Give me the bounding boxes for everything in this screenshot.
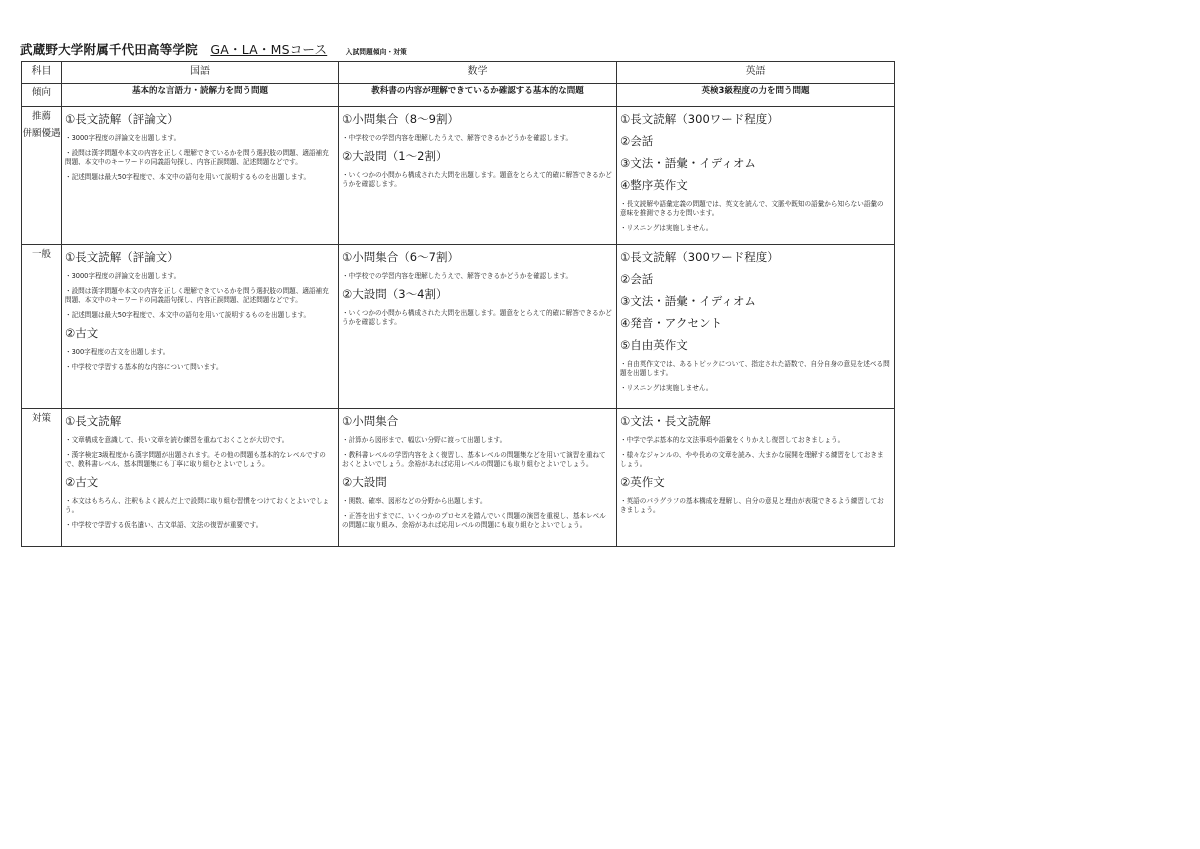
header-japanese: 国語 xyxy=(62,62,339,84)
bullet-text: ・いくつかの小問から構成された大問を出題します。題意をとらえて的確に解答できるかどうかを確認します。 xyxy=(342,171,612,188)
question-heading: ④整序英作文 xyxy=(620,178,688,192)
bullet-text: ・リスニングは実施しません。 xyxy=(620,384,713,392)
math-cell xyxy=(339,245,617,409)
section-label xyxy=(22,107,62,245)
bullet-text: ・中学で学ぶ基本的な文法事項や語彙をくりかえし復習しておきましょう。 xyxy=(620,436,845,444)
section-label xyxy=(22,245,62,409)
question-heading: ②古文 xyxy=(65,475,99,489)
bullet-text: ・中学校で学習する基本的な内容について問います。 xyxy=(65,363,223,371)
bullet-text: ・文章構成を意識して、長い文章を読む練習を重ねておくことが大切です。 xyxy=(65,436,289,444)
exam-trend-table xyxy=(21,61,895,547)
trend-label: 傾向 xyxy=(22,84,62,107)
japanese-cell xyxy=(62,245,339,409)
section-row-recommendation xyxy=(22,107,895,245)
english-cell xyxy=(617,107,895,245)
header-row xyxy=(22,62,895,84)
bullet-text: ・記述問題は最大50字程度で、本文中の語句を用いて説明するものを出題します。 xyxy=(65,173,311,181)
document-topic: 入試問題傾向・対策 xyxy=(345,48,407,56)
question-heading: ②会話 xyxy=(620,272,654,286)
question-heading: ①小問集合 xyxy=(342,414,399,428)
bullet-text: ・設問は漢字問題や本文の内容を正しく理解できているかを問う選択肢の問題、適語補充問題、本文中のキーワードの同義語句探し、内容正誤問題、記述問題などです。 xyxy=(65,149,329,166)
english-cell xyxy=(617,245,895,409)
section-label xyxy=(22,409,62,547)
section-row-strategy xyxy=(22,409,895,547)
school-name: 武蔵野大学附属千代田高等学院 xyxy=(20,42,198,57)
question-heading: ①長文読解（300ワード程度） xyxy=(620,112,779,126)
question-heading: ①小問集合（6～7割） xyxy=(342,250,459,264)
question-heading: ④発音・アクセント xyxy=(620,316,722,330)
section-row-general xyxy=(22,245,895,409)
header-english: 英語 xyxy=(617,62,895,84)
question-heading: ①長文読解（300ワード程度） xyxy=(620,250,779,264)
bullet-text: ・自由英作文では、あるトピックについて、指定された語数で、自分自身の意見を述べる問題を出題します。 xyxy=(620,360,890,377)
trend-japanese: 基本的な言語力・読解力を問う問題 xyxy=(62,84,339,107)
bullet-text: ・英語のパラグラフの基本構成を理解し、自分の意見と理由が表現できるよう練習しておきましょう。 xyxy=(620,497,884,514)
japanese-cell xyxy=(62,107,339,245)
math-cell xyxy=(339,409,617,547)
bullet-text: ・300字程度の古文を出題します。 xyxy=(65,348,170,356)
english-cell xyxy=(617,409,895,547)
bullet-text: ・漢字検定3級程度から漢字問題が出題されます。その他の問題も基本的なレベルですので、教科書レベル、基本問題集にも丁寧に取り組むとよいでしょう。 xyxy=(65,451,326,468)
math-cell xyxy=(339,107,617,245)
question-heading: ②英作文 xyxy=(620,475,665,489)
question-heading: ③文法・語彙・イディオム xyxy=(620,294,756,308)
section-label-line: 一般 xyxy=(31,249,51,260)
bullet-text: ・中学校での学習内容を理解したうえで、解答できるかどうかを確認します。 xyxy=(342,134,573,142)
bullet-text: ・本文はもちろん、注釈もよく読んだ上で設問に取り組む習慣をつけておくとよいでしょう。 xyxy=(65,497,330,514)
bullet-text: ・計算から図形まで、幅広い分野に渡って出題します。 xyxy=(342,436,507,444)
section-label-line: 併願優遇 xyxy=(22,128,61,139)
document-title xyxy=(20,40,407,58)
bullet-text: ・記述問題は最大50字程度で、本文中の語句を用いて説明するものを出題します。 xyxy=(65,311,311,319)
question-heading: ②大設問（3～4割） xyxy=(342,287,448,301)
trend-english: 英検3級程度の力を問う問題 xyxy=(617,84,895,107)
question-heading: ②大設問 xyxy=(342,475,387,489)
bullet-text: ・中学校で学習する仮名遣い、古文単語、文法の復習が重要です。 xyxy=(65,521,263,529)
section-label-line: 推薦 xyxy=(31,111,51,122)
section-label-line: 対策 xyxy=(31,413,51,424)
trend-math: 教科書の内容が理解できているか確認する基本的な問題 xyxy=(339,84,617,107)
bullet-text: ・3000字程度の評論文を出題します。 xyxy=(65,134,181,142)
header-math: 数学 xyxy=(339,62,617,84)
question-heading: ②会話 xyxy=(620,134,654,148)
bullet-text: ・教科書レベルの学習内容をよく復習し、基本レベルの問題集などを用いて演習を重ねておくとよいでしょう。余裕があれば応用レベルの問題にも取り組むとよいでしょう。 xyxy=(342,451,606,468)
bullet-text: ・リスニングは実施しません。 xyxy=(620,224,713,232)
question-heading: ①小問集合（8～9割） xyxy=(342,112,459,126)
question-heading: ②古文 xyxy=(65,326,99,340)
subject-label: 科目 xyxy=(22,62,62,84)
question-heading: ①長文読解（評論文） xyxy=(65,250,179,264)
trend-row xyxy=(22,84,895,107)
bullet-text: ・関数、確率、図形などの分野から出題します。 xyxy=(342,497,487,505)
question-heading: ①文法・長文読解 xyxy=(620,414,711,428)
question-heading: ③文法・語彙・イディオム xyxy=(620,156,756,170)
course-name: GA・LA・MSコース xyxy=(210,42,328,57)
question-heading: ①長文読解（評論文） xyxy=(65,112,179,126)
question-heading: ①長文読解 xyxy=(65,414,122,428)
bullet-text: ・中学校での学習内容を理解したうえで、解答できるかどうかを確認します。 xyxy=(342,272,573,280)
bullet-text: ・いくつかの小問から構成された大問を出題します。題意をとらえて的確に解答できるかどうかを確認します。 xyxy=(342,309,612,326)
bullet-text: ・正答を出すまでに、いくつかのプロセスを踏んでいく問題の演習を重視し、基本レベルの問題に取り組み、余裕があれば応用レベルの問題にも取り組むとよいでしょう。 xyxy=(342,512,606,529)
bullet-text: ・設問は漢字問題や本文の内容を正しく理解できているかを問う選択肢の問題、適語補充問題、本文中のキーワードの同義語句探し、内容正誤問題、記述問題などです。 xyxy=(65,287,329,304)
question-heading: ⑤自由英作文 xyxy=(620,338,688,352)
question-heading: ②大設問（1～2割） xyxy=(342,149,448,163)
japanese-cell xyxy=(62,409,339,547)
bullet-text: ・様々なジャンルの、やや長めの文章を読み、大まかな展開を理解する練習をしておきましょう。 xyxy=(620,451,884,468)
bullet-text: ・3000字程度の評論文を出題します。 xyxy=(65,272,181,280)
bullet-text: ・長文読解や語彙定義の問題では、英文を読んで、文脈や既知の語彙から知らない語彙の意味を推測できる力を問います。 xyxy=(620,200,884,217)
